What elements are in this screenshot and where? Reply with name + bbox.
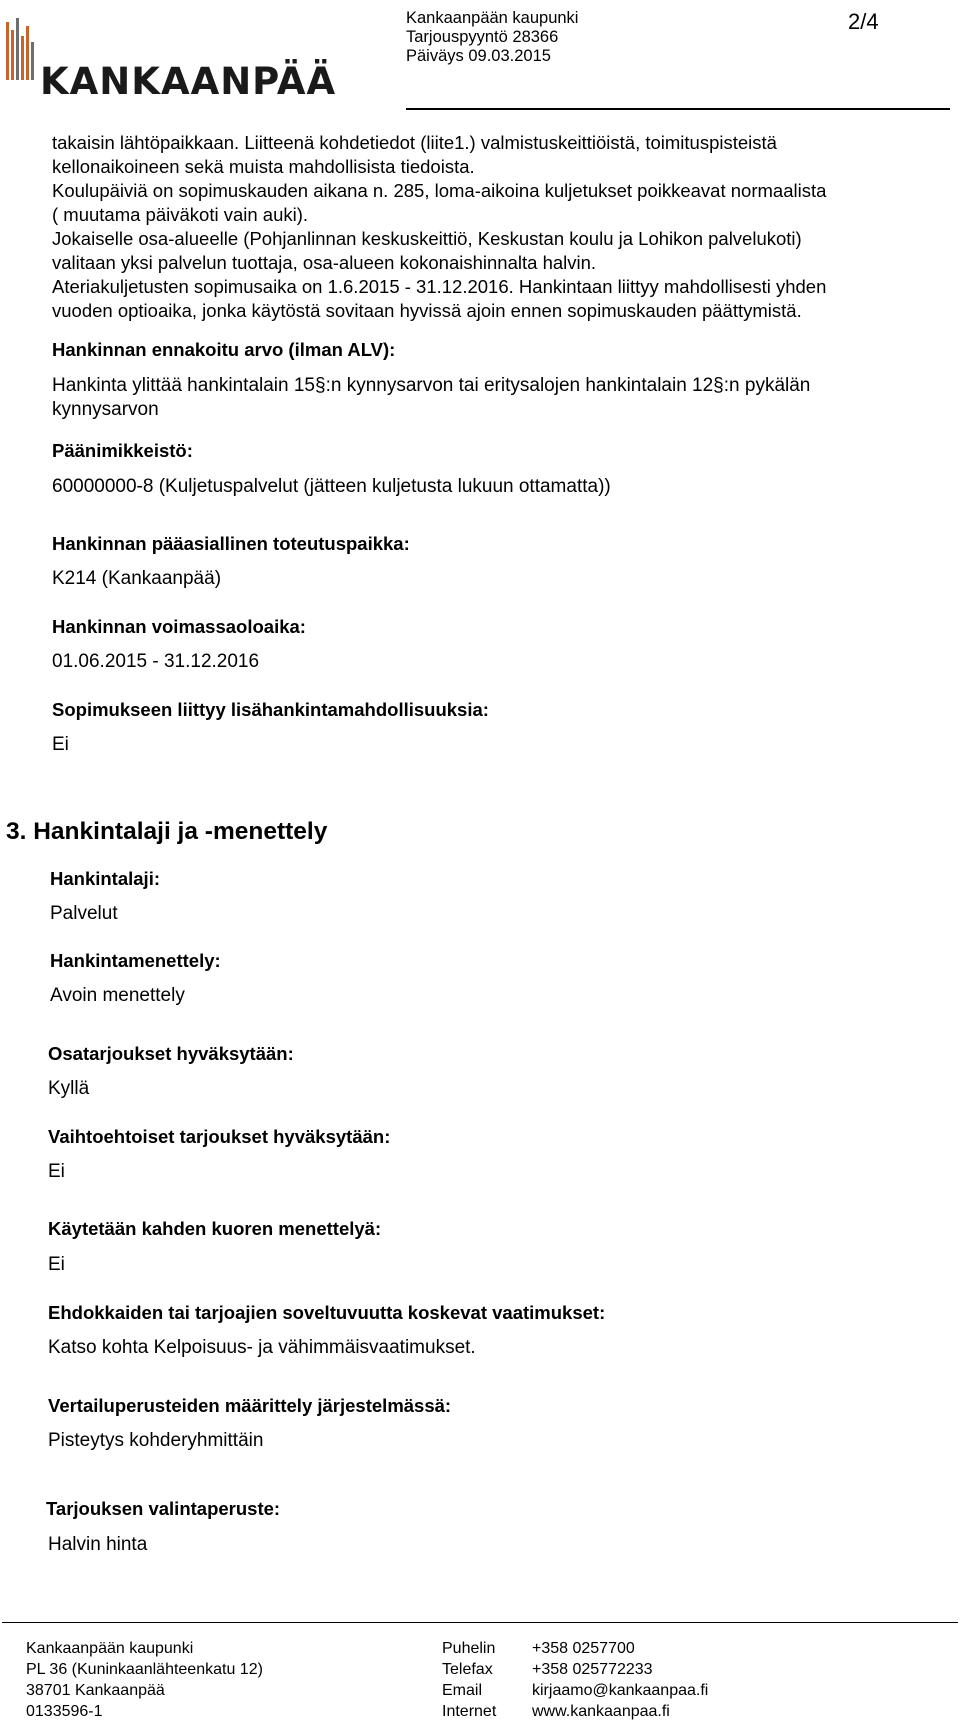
footer-phone-label: Puhelin xyxy=(442,1640,496,1657)
additional-purchases-heading: Sopimukseen liittyy lisähankintamahdollisuuksia: xyxy=(52,699,489,720)
award-criterion-heading: Tarjouksen valintaperuste: xyxy=(46,1498,281,1519)
header-organization: Kankaanpään kaupunki xyxy=(406,9,579,27)
footer-internet-label: Internet xyxy=(442,1703,497,1720)
cpv-heading: Päänimikkeistö: xyxy=(52,440,193,461)
suitability-heading: Ehdokkaiden tai tarjoajien soveltuvuutta koskevat vaatimukset: xyxy=(48,1302,606,1323)
header-meta xyxy=(406,9,578,66)
footer-divider xyxy=(2,1622,958,1623)
footer-fax-value: +358 025772233 xyxy=(532,1661,653,1678)
cpv-value: 60000000-8 (Kuljetuspalvelut (jätteen kuljetusta lukuun ottamatta)) xyxy=(52,476,611,497)
procurement-type-heading: Hankintalaji: xyxy=(50,868,160,889)
criteria-heading: Vertailuperusteiden määrittely järjestelmässä: xyxy=(48,1395,452,1416)
footer-contact-values xyxy=(532,1638,708,1722)
partial-offers-heading: Osatarjoukset hyväksytään: xyxy=(48,1043,294,1064)
logo-text: KANKAANPÄÄ xyxy=(40,60,337,103)
validity-value: 01.06.2015 - 31.12.2016 xyxy=(52,651,260,672)
logo-bars-icon xyxy=(4,16,44,86)
page-number: 2/4 xyxy=(848,9,879,34)
two-envelope-heading: Käytetään kahden kuoren menettelyä: xyxy=(48,1218,382,1239)
additional-purchases-value: Ei xyxy=(52,734,69,755)
footer-website-link[interactable]: www.kankaanpaa.fi xyxy=(532,1703,670,1720)
intro-line: takaisin lähtöpaikkaan. Liitteenä kohdetiedot (liite1.) valmistuskeittiöistä, toimituspisteistä xyxy=(52,132,777,153)
footer-address-line: Kankaanpään kaupunki xyxy=(26,1640,194,1657)
intro-line: Jokaiselle osa-alueelle (Pohjanlinnan keskuskeittiö, Keskustan koulu ja Lohikon palvelukoti) xyxy=(52,228,802,249)
footer-email-label: Email xyxy=(442,1682,483,1699)
validity-heading: Hankinnan voimassaoloaika: xyxy=(52,616,306,637)
intro-line: kellonaikoineen sekä muista mahdollisista tiedoista. xyxy=(52,156,475,177)
suitability-value: Katso kohta Kelpoisuus- ja vähimmäisvaatimukset. xyxy=(48,1337,476,1358)
criteria-value: Pisteytys kohderyhmittäin xyxy=(48,1430,264,1451)
partial-offers-value: Kyllä xyxy=(48,1078,90,1099)
section-title: 3. Hankintalaji ja -menettely xyxy=(6,818,328,845)
footer-address xyxy=(26,1638,263,1722)
estimated-value-heading: Hankinnan ennakoitu arvo (ilman ALV): xyxy=(52,339,396,360)
intro-line: valitaan yksi palvelun tuottaja, osa-alueen kokonaishinnalta halvin. xyxy=(52,252,597,273)
two-envelope-value: Ei xyxy=(48,1254,65,1275)
procurement-type-value: Palvelut xyxy=(50,903,118,924)
estimated-value-line: kynnysarvon xyxy=(52,399,159,420)
footer-business-id: 0133596-1 xyxy=(26,1703,103,1720)
intro-line: Koulupäiviä on sopimuskauden aikana n. 285, loma-aikoina kuljetukset poikkeavat normaalista xyxy=(52,180,827,201)
intro-line: vuoden optioaika, jonka käytöstä sovitaan hyvissä ajoin ennen sopimuskauden päättymistä. xyxy=(52,300,802,321)
footer-phone-value: +358 0257700 xyxy=(532,1640,635,1657)
header-date: Päiväys 09.03.2015 xyxy=(406,47,551,65)
footer-address-line: 38701 Kankaanpää xyxy=(26,1682,165,1699)
footer-address-line: PL 36 (Kuninkaanlähteenkatu 12) xyxy=(26,1661,263,1678)
location-value: K214 (Kankaanpää) xyxy=(52,568,222,589)
intro-line: ( muutama päiväkoti vain auki). xyxy=(52,204,309,225)
footer-contact-labels xyxy=(442,1638,496,1722)
kankaanpaa-logo xyxy=(4,16,337,103)
alternative-offers-value: Ei xyxy=(48,1161,65,1182)
award-criterion-value: Halvin hinta xyxy=(48,1534,148,1555)
estimated-value-line: Hankinta ylittää hankintalain 15§:n kynnysarvon tai eritysalojen hankintalain 12§:n pykälän xyxy=(52,375,811,396)
procedure-value: Avoin menettely xyxy=(50,985,185,1006)
location-heading: Hankinnan pääasiallinen toteutuspaikka: xyxy=(52,533,410,554)
footer-email-link[interactable]: kirjaamo@kankaanpaa.fi xyxy=(532,1682,709,1699)
header-divider xyxy=(406,108,950,110)
intro-line: Ateriakuljetusten sopimusaika on 1.6.2015 - 31.12.2016. Hankintaan liittyy mahdollisesti yhden xyxy=(52,276,827,297)
header-tender-number: Tarjouspyyntö 28366 xyxy=(406,28,559,46)
footer-fax-label: Telefax xyxy=(442,1661,493,1678)
alternative-offers-heading: Vaihtoehtoiset tarjoukset hyväksytään: xyxy=(48,1126,391,1147)
procedure-heading: Hankintamenettely: xyxy=(50,950,221,971)
